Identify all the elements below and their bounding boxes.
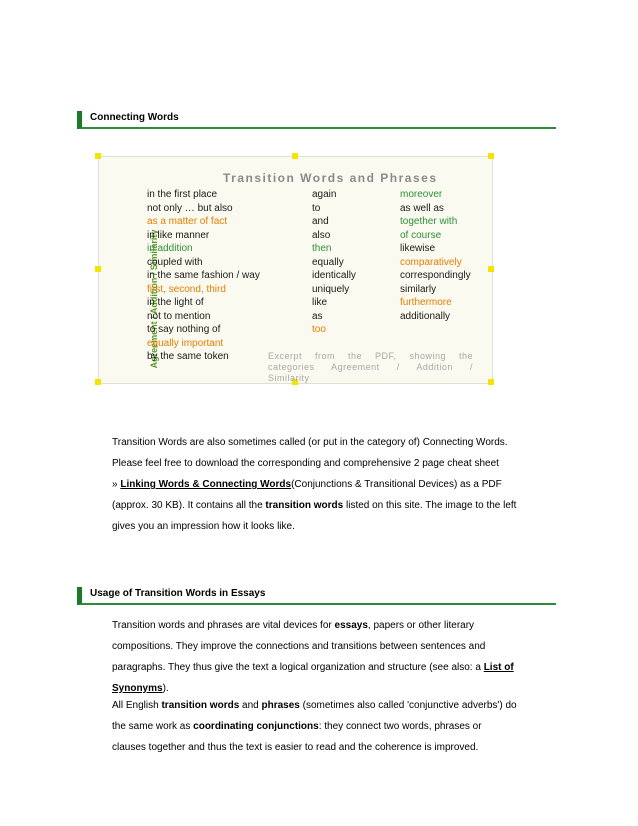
image-title: Transition Words and Phrases [223,171,438,185]
transition-word: equally important [147,337,224,349]
paragraph-intro: Transition Words are also sometimes called (or put in the category of) Connecting Words. Please feel free to download the corresponding and comprehensive 2 page cheat sheet » Linking Words & Connecting Words(Conjunctions & Transitional Devices) as a PDF (approx. 30 KB). It contains all the transition words listed on this site. The image to the left gives you an impression how it looks like. [112,437,517,532]
resize-handle[interactable] [488,266,494,272]
transition-word: moreover [400,189,443,200]
linking-words-pdf-link[interactable]: Linking Words & Connecting Words [120,479,292,490]
transition-word: uniquely [312,283,350,295]
transition-word: and [312,216,329,227]
resize-handle[interactable] [95,379,101,385]
category-side-label: Agreement / Addition / Similarity [149,229,159,369]
section-header-usage-in-essays [77,587,556,605]
transition-word: not to mention [147,310,211,322]
paragraph-usage: Transition words and phrases are vital devices for essays, papers or other literary compositions. They improve the connections and transitions between sentences and paragraphs. They thus give the text a logical organization and structure (see also: a List of Synonyms). [112,620,514,694]
transition-word: then [312,243,332,254]
transition-word: equally [312,256,344,268]
resize-handle[interactable] [292,153,298,159]
transition-word: correspondingly [400,270,471,281]
transition-word: like [312,297,328,308]
transition-word: likewise [400,243,436,254]
word-column-1 [147,188,260,364]
transition-word: identically [312,270,356,281]
word-column-3 [400,188,471,323]
resize-handle[interactable] [95,266,101,272]
resize-handle[interactable] [488,153,494,159]
transition-word: by the same token [147,351,229,362]
transition-word: too [312,324,326,335]
image-excerpt-caption: Excerpt from the PDF, showing the categories Agreement / Addition / Similarity [268,351,473,383]
paragraph-conjunctions: All English transition words and phrases (sometimes also called 'conjunctive adverbs') do the same work as coordinating conjunctions: they connect two words, phrases or clauses together and thus the text is easier to read and the coherence is improved. [112,700,517,753]
transition-word: not only … but also [147,202,233,214]
list-of-synonyms-link[interactable]: List of [483,662,514,673]
transition-word: also [312,229,331,241]
section-header-connecting-words [77,111,556,129]
section-title: Usage of Transition Words in Essays [90,588,266,599]
transition-word: coupled with [147,256,203,268]
transition-word: additionally [400,310,451,322]
word-column-2 [312,188,356,337]
transition-word: in the same fashion / way [147,270,260,281]
transition-word: in addition [147,243,193,254]
transition-word: similarly [400,283,437,295]
transition-word: of course [400,229,442,241]
transition-word: first, second, third [147,283,226,295]
resize-handle[interactable] [488,379,494,385]
transition-word: to say nothing of [147,324,221,335]
transition-word: as [312,310,323,322]
list-of-synonyms-link[interactable]: Synonyms [112,683,163,694]
transition-word: together with [400,216,458,227]
transition-word: to [312,202,321,214]
transition-word: again [312,189,337,200]
transition-word: furthermore [400,297,452,308]
transition-word: in like manner [147,229,210,241]
transition-word: in the first place [147,189,218,200]
transition-word: comparatively [400,256,462,268]
transition-word: as well as [400,202,444,214]
transition-word: in the light of [147,297,204,308]
transition-word: as a matter of fact [147,216,228,227]
resize-handle[interactable] [95,153,101,159]
section-title: Connecting Words [90,112,179,123]
